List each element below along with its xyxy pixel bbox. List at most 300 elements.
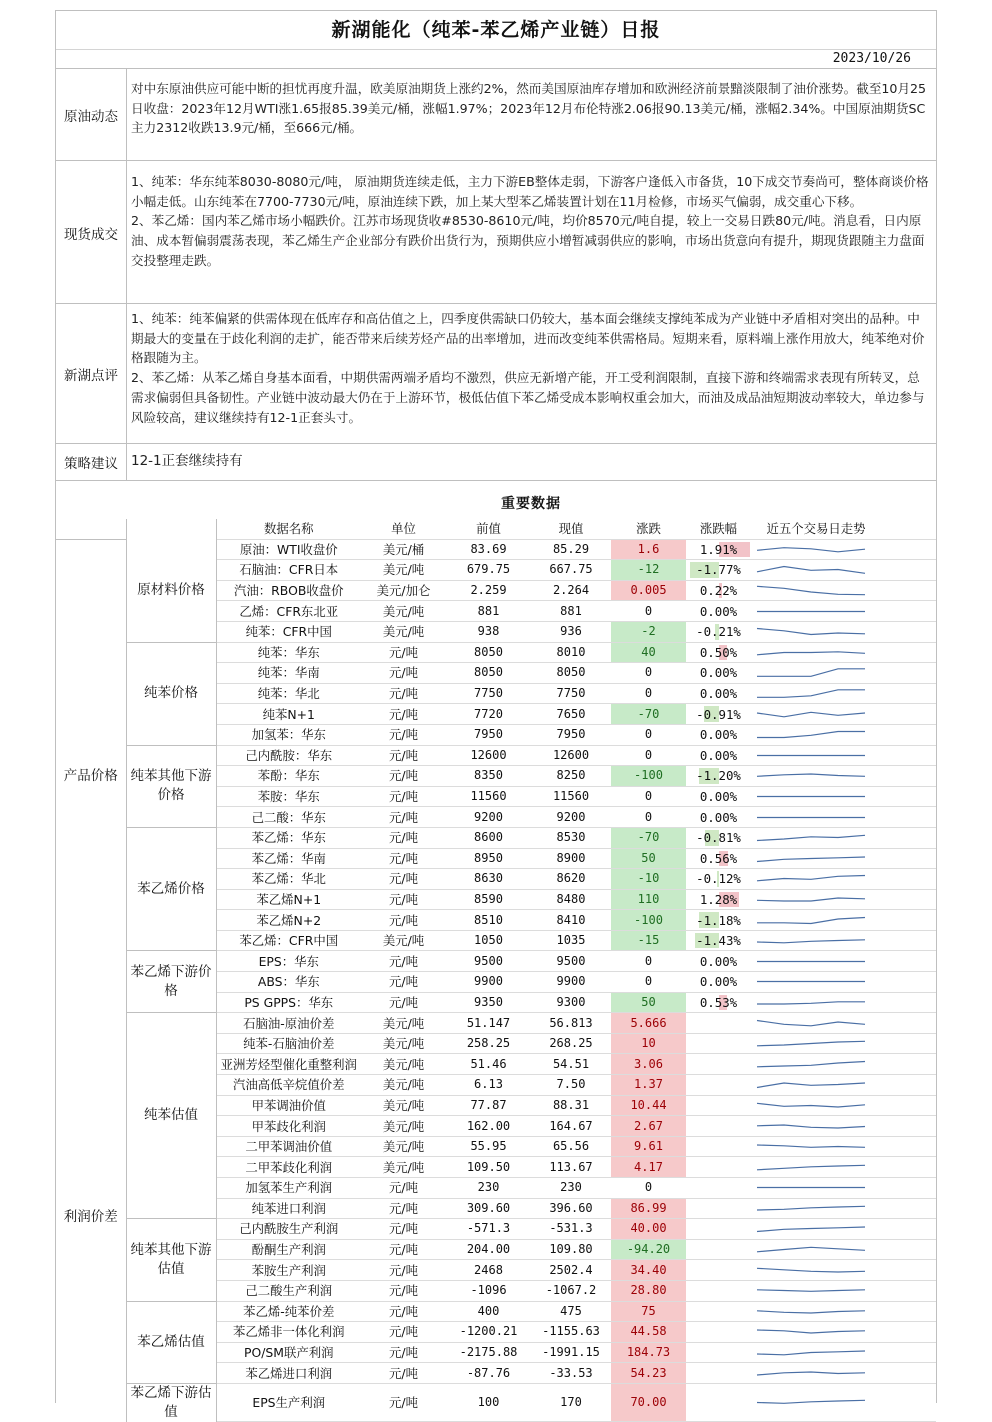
cell-trend-sparkline: [751, 992, 881, 1013]
comment-paragraph-benzene: 1、纯苯：纯苯偏紧的供需体现在低库存和高估值之上，四季度供需缺口仍较大，基本面会继续支撑纯苯成为产业链中矛盾相对突出的品种。中期最大的变量在于歧化利润的走扩，能否带来后续芳烃产品的出率增加，进而改变纯苯供需格局。短期来看，原料端上涨作用放大，纯苯绝对价格跟随为主。: [131, 311, 925, 366]
sparkline-chart: [751, 622, 871, 641]
cell-prev: 7950: [446, 724, 531, 745]
cell-name: 纯苯：华东: [216, 642, 361, 663]
sparkline-chart: [751, 1137, 871, 1156]
cell-current: 936: [531, 621, 611, 642]
sparkline-chart: [751, 1055, 871, 1074]
pct-value: 0.00%: [699, 974, 738, 990]
cell-name: 己二酸生产利润: [216, 1280, 361, 1301]
cell-trend-sparkline: [751, 1342, 881, 1363]
cell-change-pct: [686, 1157, 751, 1178]
subgroup-label-raw: 原材料价格: [126, 539, 216, 642]
cell-change: 10: [611, 1033, 686, 1054]
sparkline-chart: [751, 1178, 871, 1197]
row-pad-cell: [881, 724, 936, 745]
section-crude-label: 原油动态: [56, 69, 127, 161]
sparkline-line: [757, 876, 865, 881]
cell-name: 甲苯歧化利润: [216, 1116, 361, 1137]
cell-current: 475: [531, 1301, 611, 1322]
sparkline-line: [757, 1125, 865, 1128]
cell-change: 2.67: [611, 1116, 686, 1137]
sparkline-chart: [751, 1343, 871, 1362]
cell-name: 纯苯：华南: [216, 663, 361, 684]
cell-current: 164.67: [531, 1116, 611, 1137]
comment-paragraph-styrene: 2、苯乙烯：从苯乙烯自身基本面看，中期供需两端矛盾均不激烈，供应无新增产能，开工受利润限制，直接下游和终端需求表现有所转叉，总需求偏弱但具备韧性。产业链中波动最大仍在于上游环节，极低估值下苯乙烯受成本影响权重会加大，而油及成品油短期波动率较大，单边参与风险较高，建议继续持有12-1正套头寸。: [131, 370, 925, 425]
cell-change: -10: [611, 869, 686, 890]
cell-current: 881: [531, 601, 611, 622]
row-pad-cell: [881, 1136, 936, 1157]
cell-trend-sparkline: [751, 807, 881, 828]
cell-current: 8250: [531, 766, 611, 787]
pct-value: -1.18%: [696, 912, 741, 928]
cell-trend-sparkline: [751, 1095, 881, 1116]
row-pad-cell: [881, 663, 936, 684]
sparkline-line: [757, 1247, 865, 1252]
pct-value: 1.91%: [699, 541, 738, 557]
cell-unit: 美元/吨: [361, 1095, 446, 1116]
cell-change-pct: [686, 1116, 751, 1137]
cell-name: 甲苯调油价值: [216, 1095, 361, 1116]
row-pad-cell: [881, 1301, 936, 1322]
cell-change: 0.005: [611, 580, 686, 601]
row-pad-cell: [881, 951, 936, 972]
cell-trend-sparkline: [751, 1322, 881, 1343]
row-pad-cell: [881, 1280, 936, 1301]
table-row: [56, 951, 936, 972]
cell-trend-sparkline: [751, 539, 881, 560]
cell-current: 56.813: [531, 1013, 611, 1034]
cell-name: 加氢苯生产利润: [216, 1178, 361, 1199]
cell-unit: 元/吨: [361, 869, 446, 890]
sparkline-chart: [751, 993, 871, 1012]
section-spot-text: [131, 172, 930, 271]
sparkline-chart: [751, 1034, 871, 1053]
pct-value: 0.53%: [699, 994, 738, 1010]
group-label-profit: 利润价差: [56, 1013, 126, 1422]
cell-prev: 162.00: [446, 1116, 531, 1137]
cell-prev: 11560: [446, 786, 531, 807]
cell-change: 3.06: [611, 1054, 686, 1075]
cell-unit: 元/吨: [361, 1342, 446, 1363]
cell-trend-sparkline: [751, 869, 881, 890]
sparkline-chart: [751, 1117, 871, 1136]
cell-change: 1.6: [611, 539, 686, 560]
report-date: 2023/10/26: [832, 51, 911, 66]
cell-unit: 元/吨: [361, 1280, 446, 1301]
cell-prev: 8600: [446, 827, 531, 848]
cell-prev: 679.75: [446, 560, 531, 581]
sparkline-chart: [751, 1158, 871, 1177]
pct-value: 0.00%: [699, 747, 738, 763]
cell-current: 396.60: [531, 1198, 611, 1219]
cell-trend-sparkline: [751, 642, 881, 663]
cell-name: 苯酚：华东: [216, 766, 361, 787]
subgroup-label-sm_val: 苯乙烯估值: [126, 1301, 216, 1383]
cell-change-pct: [686, 1301, 751, 1322]
cell-trend-sparkline: [751, 1116, 881, 1137]
cell-name: 纯苯N+1: [216, 704, 361, 725]
row-pad-cell: [881, 1095, 936, 1116]
row-pad-cell: [881, 1157, 936, 1178]
cell-change: 50: [611, 848, 686, 869]
column-header: 数据名称: [216, 519, 361, 539]
cell-trend-sparkline: [751, 683, 881, 704]
cell-trend-sparkline: [751, 704, 881, 725]
cell-prev: 8630: [446, 869, 531, 890]
cell-trend-sparkline: [751, 745, 881, 766]
cell-current: 113.67: [531, 1157, 611, 1178]
cell-change: 0: [611, 683, 686, 704]
row-pad-cell: [881, 580, 936, 601]
sparkline-line: [757, 1165, 865, 1170]
section-spot: [56, 160, 936, 304]
row-pad-cell: [881, 1033, 936, 1054]
cell-trend-sparkline: [751, 930, 881, 951]
cell-change: 0: [611, 807, 686, 828]
cell-change-pct: [686, 848, 751, 869]
cell-change: 70.00: [611, 1383, 686, 1422]
column-header: 涨跌幅: [686, 519, 751, 539]
cell-change: 0: [611, 745, 686, 766]
cell-name: 苯乙烯：CFR中国: [216, 930, 361, 951]
cell-name: 二甲苯歧化利润: [216, 1157, 361, 1178]
pct-value: 0.00%: [699, 789, 738, 805]
cell-unit: 美元/吨: [361, 1033, 446, 1054]
sparkline-chart: [751, 560, 871, 579]
cell-name: 乙烯：CFR东北亚: [216, 601, 361, 622]
cell-trend-sparkline: [751, 1054, 881, 1075]
pct-value: 0.00%: [699, 809, 738, 825]
cell-change: -12: [611, 560, 686, 581]
cell-current: -531.3: [531, 1219, 611, 1240]
cell-trend-sparkline: [751, 1301, 881, 1322]
cell-change: 54.23: [611, 1363, 686, 1384]
cell-current: 88.31: [531, 1095, 611, 1116]
sparkline-line: [757, 1206, 865, 1210]
cell-unit: 美元/吨: [361, 621, 446, 642]
cell-prev: 9350: [446, 992, 531, 1013]
cell-current: 268.25: [531, 1033, 611, 1054]
cell-prev: 8510: [446, 910, 531, 931]
cell-unit: 元/吨: [361, 745, 446, 766]
column-header: 涨跌: [611, 519, 686, 539]
cell-name: 苯乙烯：华南: [216, 848, 361, 869]
cell-change-pct: [686, 642, 751, 663]
sparkline-chart: [751, 766, 871, 785]
row-pad-cell: [881, 704, 936, 725]
row-pad-cell: [881, 1239, 936, 1260]
section-strategy-text: 12-1正套继续持有: [131, 453, 243, 469]
cell-prev: 881: [446, 601, 531, 622]
cell-prev: 83.69: [446, 539, 531, 560]
row-pad-cell: [881, 930, 936, 951]
cell-current: 8900: [531, 848, 611, 869]
row-pad-cell: [881, 992, 936, 1013]
pct-value: 0.00%: [699, 953, 738, 969]
cell-prev: 2468: [446, 1260, 531, 1281]
cell-current: 85.29: [531, 539, 611, 560]
cell-change-pct: [686, 539, 751, 560]
sparkline-chart: [751, 684, 871, 703]
cell-current: 8410: [531, 910, 611, 931]
sparkline-chart: [751, 1240, 871, 1259]
cell-current: 7.50: [531, 1075, 611, 1096]
cell-change: -2: [611, 621, 686, 642]
table-row: [56, 1301, 936, 1322]
cell-name: PS GPPS：华东: [216, 992, 361, 1013]
cell-trend-sparkline: [751, 724, 881, 745]
cell-prev: 12600: [446, 745, 531, 766]
section-strategy: [56, 443, 936, 481]
cell-change-pct: [686, 1322, 751, 1343]
table-row: [56, 745, 936, 766]
cell-prev: -2175.88: [446, 1342, 531, 1363]
row-pad-cell: [881, 560, 936, 581]
cell-change: 9.61: [611, 1136, 686, 1157]
row-pad-cell: [881, 683, 936, 704]
cell-change-pct: [686, 972, 751, 993]
cell-change: -15: [611, 930, 686, 951]
cell-trend-sparkline: [751, 1178, 881, 1199]
cell-name: 纯苯：华北: [216, 683, 361, 704]
row-pad-cell: [881, 1260, 936, 1281]
row-pad-cell: [881, 1198, 936, 1219]
cell-trend-sparkline: [751, 951, 881, 972]
cell-name: 苯乙烯：华北: [216, 869, 361, 890]
cell-name: 原油：WTI收盘价: [216, 539, 361, 560]
cell-unit: 元/吨: [361, 1178, 446, 1199]
cell-unit: 元/吨: [361, 704, 446, 725]
table-header-row: [56, 519, 936, 539]
sparkline-line: [757, 1002, 865, 1004]
cell-trend-sparkline: [751, 1075, 881, 1096]
cell-change: 75: [611, 1301, 686, 1322]
sparkline-chart: [751, 1014, 871, 1033]
row-pad-cell: [881, 972, 936, 993]
sparkline-chart: [751, 828, 871, 847]
table-row: [56, 642, 936, 663]
cell-change: 34.40: [611, 1260, 686, 1281]
section-spot-label: 现货成交: [56, 161, 127, 304]
cell-change-pct: [686, 1054, 751, 1075]
cell-trend-sparkline: [751, 560, 881, 581]
spot-paragraph-styrene: 2、苯乙烯：国内苯乙烯市场小幅跌价。江苏市场现货收#8530-8610元/吨，均价8570元/吨自提，较上一交易日跌80元/吨。消息看，日内原油、成本暂偏弱震荡表现，苯乙烯生产企业部分有跌价出货行为，预期供应小增暂减弱供应的影响，市场出货意向有提升，期现货跟随主力盘面交投整理走跌。: [131, 213, 925, 268]
row-pad-cell: [881, 642, 936, 663]
cell-current: 65.56: [531, 1136, 611, 1157]
cell-unit: 美元/加仑: [361, 580, 446, 601]
cell-unit: 元/吨: [361, 827, 446, 848]
cell-trend-sparkline: [751, 848, 881, 869]
cell-unit: 元/吨: [361, 683, 446, 704]
sparkline-chart: [751, 581, 871, 600]
pct-value: 0.56%: [699, 850, 738, 866]
cell-current: 230: [531, 1178, 611, 1199]
cell-current: 7750: [531, 683, 611, 704]
cell-change: 40: [611, 642, 686, 663]
sparkline-line: [757, 1311, 865, 1313]
cell-change: 1.37: [611, 1075, 686, 1096]
cell-current: 9900: [531, 972, 611, 993]
cell-unit: 元/吨: [361, 766, 446, 787]
cell-prev: 8050: [446, 642, 531, 663]
cell-change: 0: [611, 724, 686, 745]
cell-current: 667.75: [531, 560, 611, 581]
cell-name: EPS：华东: [216, 951, 361, 972]
sparkline-chart: [751, 746, 871, 765]
cell-change-pct: [686, 1239, 751, 1260]
sparkline-line: [757, 1351, 865, 1355]
cell-prev: 8590: [446, 889, 531, 910]
row-pad-cell: [881, 1013, 936, 1034]
sparkline-line: [757, 917, 865, 923]
cell-name: 苯乙烯N+2: [216, 910, 361, 931]
sparkline-chart: [751, 787, 871, 806]
row-pad-cell: [881, 827, 936, 848]
cell-prev: 9900: [446, 972, 531, 993]
cell-name: PO/SM联产利润: [216, 1342, 361, 1363]
column-header: 近五个交易日走势: [751, 519, 881, 539]
cell-unit: 元/吨: [361, 992, 446, 1013]
cell-change-pct: [686, 560, 751, 581]
row-pad-cell: [881, 807, 936, 828]
cell-trend-sparkline: [751, 972, 881, 993]
sparkline-chart: [751, 869, 871, 888]
row-pad-cell: [881, 869, 936, 890]
cell-change: 0: [611, 663, 686, 684]
cell-prev: 55.95: [446, 1136, 531, 1157]
cell-change: 4.17: [611, 1157, 686, 1178]
cell-trend-sparkline: [751, 1260, 881, 1281]
crude-paragraph: 对中东原油供应可能中断的担忧再度升温，欧美原油期货上涨约2%，然而美国原油库存增加和欧洲经济前景黯淡限制了油价涨势。截至10月25日收盘：2023年12月WTI涨1.65报85.39美元/桶，涨幅1.97%；2023年12月布伦特涨2.06报90.13美元/桶，涨幅2.34%。中国原油期货SC主力2312收跌13.9元/桶，至666元/桶。: [131, 81, 927, 136]
sparkline-chart: [751, 705, 871, 724]
cell-name: 苯胺：华东: [216, 786, 361, 807]
data-table-title: 重要数据: [501, 496, 561, 512]
cell-trend-sparkline: [751, 1157, 881, 1178]
cell-prev: 258.25: [446, 1033, 531, 1054]
cell-prev: 9200: [446, 807, 531, 828]
cell-trend-sparkline: [751, 1136, 881, 1157]
cell-current: 12600: [531, 745, 611, 766]
cell-change: 0: [611, 601, 686, 622]
row-pad-cell: [881, 539, 936, 560]
sparkline-line: [757, 1103, 865, 1107]
pct-value: -0.21%: [696, 624, 741, 640]
header-group-cell: [56, 519, 126, 539]
group-label-product: 产品价格: [56, 539, 126, 1013]
cell-name: 苯乙烯进口利润: [216, 1363, 361, 1384]
cell-trend-sparkline: [751, 1239, 881, 1260]
sparkline-line: [757, 1020, 865, 1025]
cell-prev: -571.3: [446, 1219, 531, 1240]
cell-current: 7650: [531, 704, 611, 725]
cell-change-pct: [686, 724, 751, 745]
cell-change-pct: [686, 910, 751, 931]
cell-prev: 51.147: [446, 1013, 531, 1034]
cell-prev: 51.46: [446, 1054, 531, 1075]
sparkline-line: [757, 652, 865, 655]
cell-unit: 美元/吨: [361, 1075, 446, 1096]
cell-change: -94.20: [611, 1239, 686, 1260]
sparkline-chart: [751, 1302, 871, 1321]
cell-change-pct: [686, 580, 751, 601]
cell-prev: 2.259: [446, 580, 531, 601]
cell-trend-sparkline: [751, 580, 881, 601]
cell-unit: 元/吨: [361, 889, 446, 910]
cell-change-pct: [686, 1342, 751, 1363]
cell-unit: 元/吨: [361, 1219, 446, 1240]
subgroup-label-sm_down_val: 苯乙烯下游估值: [126, 1383, 216, 1422]
cell-unit: 美元/吨: [361, 560, 446, 581]
sparkline-line: [757, 1061, 865, 1066]
row-pad-cell: [881, 848, 936, 869]
cell-current: 9300: [531, 992, 611, 1013]
cell-unit: 美元/吨: [361, 1157, 446, 1178]
sparkline-chart: [751, 725, 871, 744]
cell-prev: 6.13: [446, 1075, 531, 1096]
cell-current: 9200: [531, 807, 611, 828]
row-pad-cell: [881, 1219, 936, 1240]
cell-unit: 元/吨: [361, 1239, 446, 1260]
cell-unit: 美元/吨: [361, 601, 446, 622]
sparkline-line: [757, 712, 865, 717]
cell-change-pct: [686, 1136, 751, 1157]
cell-current: 11560: [531, 786, 611, 807]
cell-trend-sparkline: [751, 786, 881, 807]
cell-prev: 938: [446, 621, 531, 642]
cell-change-pct: [686, 807, 751, 828]
cell-prev: -1096: [446, 1280, 531, 1301]
cell-change: 0: [611, 951, 686, 972]
cell-prev: 8950: [446, 848, 531, 869]
cell-trend-sparkline: [751, 1363, 881, 1384]
cell-trend-sparkline: [751, 910, 881, 931]
sparkline-line: [757, 898, 865, 901]
cell-change-pct: [686, 1198, 751, 1219]
cell-unit: 元/吨: [361, 1260, 446, 1281]
sparkline-line: [757, 567, 865, 574]
sparkline-line: [757, 857, 865, 862]
sparkline-line: [757, 1290, 865, 1292]
cell-change: 0: [611, 786, 686, 807]
pct-value: -1.43%: [696, 933, 741, 949]
pct-value: -0.12%: [696, 871, 741, 887]
cell-unit: 元/吨: [361, 1322, 446, 1343]
cell-change-pct: [686, 1219, 751, 1240]
cell-change-pct: [686, 1075, 751, 1096]
cell-prev: 109.50: [446, 1157, 531, 1178]
cell-name: 加氢苯：华东: [216, 724, 361, 745]
row-pad-cell: [881, 601, 936, 622]
pct-value: 0.00%: [699, 665, 738, 681]
sparkline-chart: [751, 643, 871, 662]
report-sheet: [55, 10, 937, 1420]
cell-prev: 7750: [446, 683, 531, 704]
cell-trend-sparkline: [751, 1198, 881, 1219]
cell-name: 苯乙烯N+1: [216, 889, 361, 910]
sparkline-line: [757, 1268, 865, 1272]
cell-trend-sparkline: [751, 621, 881, 642]
sparkline-line: [757, 690, 865, 698]
cell-change-pct: [686, 704, 751, 725]
column-header: 单位: [361, 519, 446, 539]
sparkline-line: [757, 1227, 865, 1232]
cell-prev: 309.60: [446, 1198, 531, 1219]
cell-change: 86.99: [611, 1198, 686, 1219]
cell-current: 8050: [531, 663, 611, 684]
row-pad-cell: [881, 1116, 936, 1137]
row-pad-cell: [881, 745, 936, 766]
cell-current: 8010: [531, 642, 611, 663]
